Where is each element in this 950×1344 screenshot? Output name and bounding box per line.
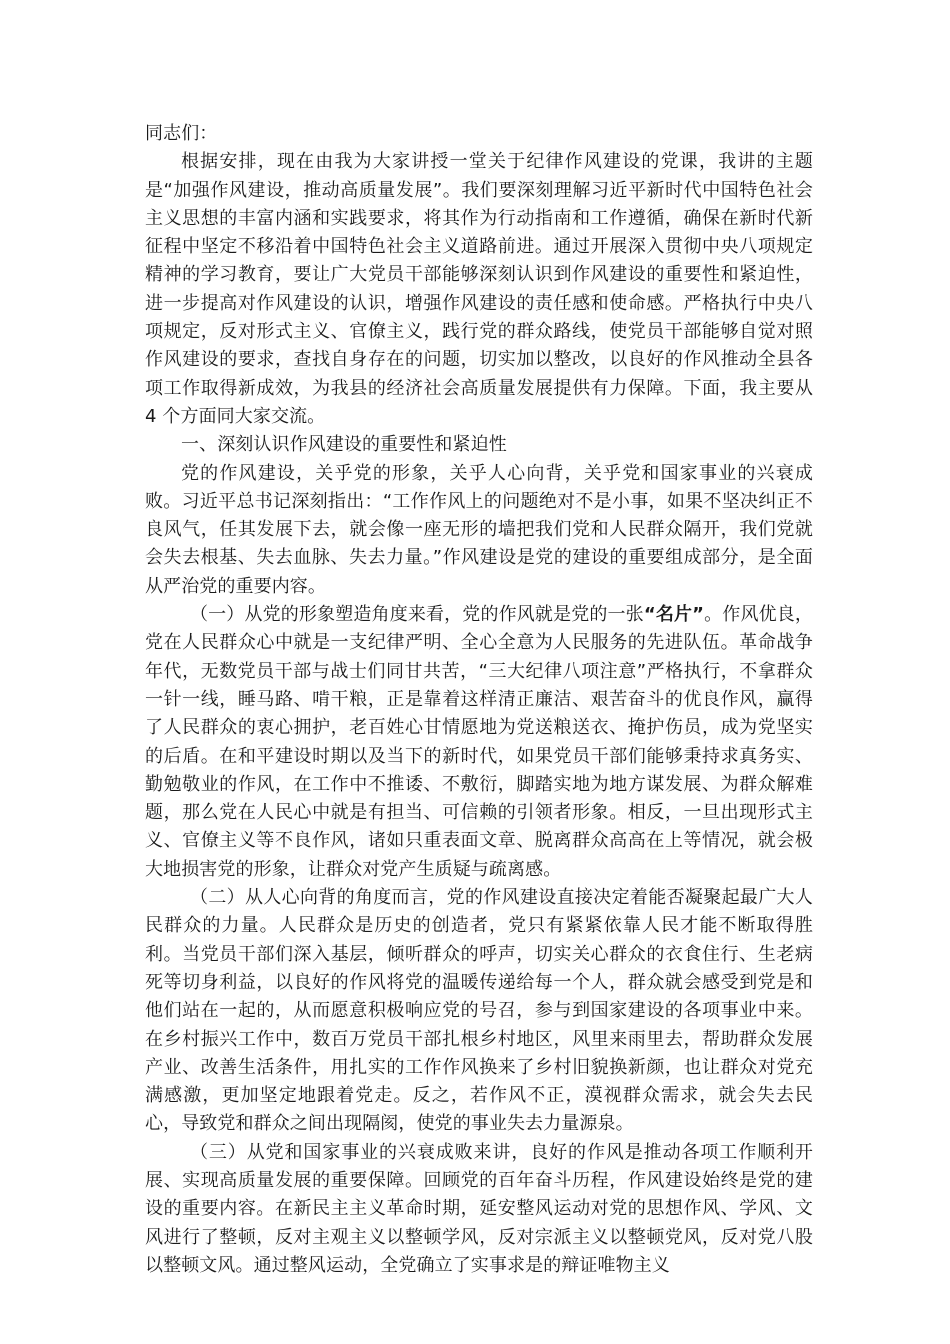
intro-paragraph: 根据安排，现在由我为大家讲授一堂关于纪律作风建设的党课，我讲的主题是“加强作风建设，推动高质量发展”。我们要深刻理解习近平新时代中国特色社会主义思想的丰富内涵和实践要求，将其作为行动指南和工作遵循，确保在新时代新征程中坚定不移沿着中国特色社会主义道路前进。通过开展深入贯彻中央八项规定精神的学习教育，要让广大党员干部能够深刻认识到作风建设的重要性和紧迫性，进一步提高对作风建设的认识，增强作风建设的责任感和使命感。严格执行中央八项规定，反对形式主义、官僚主义，践行党的群众路线，使党员干部能够自觉对照作风建设的要求，查找自身存在的问题，切实加以整改，以良好的作风推动全县各项工作取得新成效，为我县的经济社会高质量发展提供有力保障。下面，我主要从 4 个方面同大家交流。 xyxy=(145,151,813,427)
section-heading-1: 一、深刻认识作风建设的重要性和紧迫性 xyxy=(181,434,507,456)
point-1-rest: 。作风优良，党在人民群众心中就是一支纪律严明、全心全意为人民服务的先进队伍。革命战争年代，无数党员干部与战士们同甘共苦，“三大纪律八项注意”严格执行，不拿群众一针一线，睡马路、啃干粮，正是靠着这样清正廉洁、艰苦奋斗的优良作风，赢得了人民群众的衷心拥护，老百姓心甘情愿地为党送粮送衣、掩护伤员，成为党坚实的后盾。在和平建设时期以及当下的新时代，如果党员干部们能够秉持求真务实、勤勉敬业的作风，在工作中不推诿、不敷衍，脚踏实地为地方谋发展、为群众解难题，那么党在人民心中就是有担当、可信赖的引领者形象。相反，一旦出现形式主义、官僚主义等不良作风，诸如只重表面文章、脱离群众高高在上等情况，就会极大地损害党的形象，让群众对党产生质疑与疏离感。 xyxy=(145,604,814,880)
point-1-lead: （一）从党的形象塑造角度来看，党的作风就是党的一张 xyxy=(190,604,644,626)
salutation: 同志们： xyxy=(145,123,218,144)
point-1-paragraph xyxy=(145,601,813,884)
point-1-emphasis: “名片” xyxy=(643,604,705,626)
section-1-intro-paragraph: 党的作风建设，关乎党的形象，关乎人心向背，关乎党和国家事业的兴衰成败。习近平总书记深刻指出：“工作作风上的问题绝对不是小事，如果不坚决纠正不良风气，任其发展下去，就会像一座无形的墙把我们党和人民群众隔开，我们党就会失去根基、失去血脉、失去力量。”作风建设是党的建设的重要组成部分，是全面从严治党的重要内容。 xyxy=(145,462,813,597)
point-2-paragraph: （二）从人心向背的角度而言，党的作风建设直接决定着能否凝聚起最广大人民群众的力量。人民群众是历史的创造者，党只有紧紧依靠人民才能不断取得胜利。当党员干部们深入基层，倾听群众的呼声，切实关心群众的衣食住行、生老病死等切身利益，以良好的作风将党的温暖传递给每一个人，群众就会感受到党是和他们站在一起的，从而愿意积极响应党的号召，参与到国家建设的各项事业中来。在乡村振兴工作中，数百万党员干部扎根乡村地区，风里来雨里去，帮助群众发展产业、改善生活条件，用扎实的工作作风换来了乡村旧貌换新颜，也让群众对党充满感激，更加坚定地跟着党走。反之，若作风不正，漠视群众需求，就会失去民心，导致党和群众之间出现隔阂，使党的事业失去力量源泉。 xyxy=(145,887,813,1135)
point-3-paragraph: （三）从党和国家事业的兴衰成败来讲，良好的作风是推动各项工作顺利开展、实现高质量发展的重要保障。回顾党的百年奋斗历程，作风建设始终是党的建设的重要内容。在新民主主义革命时期，延安整风运动对党的思想作风、学风、文风进行了整顿，反对主观主义以整顿学风，反对宗派主义以整顿党风，反对党八股以整顿文风。通过整风运动，全党确立了实事求是的辩证唯物主义 xyxy=(145,1141,813,1276)
document-body xyxy=(145,120,813,1280)
